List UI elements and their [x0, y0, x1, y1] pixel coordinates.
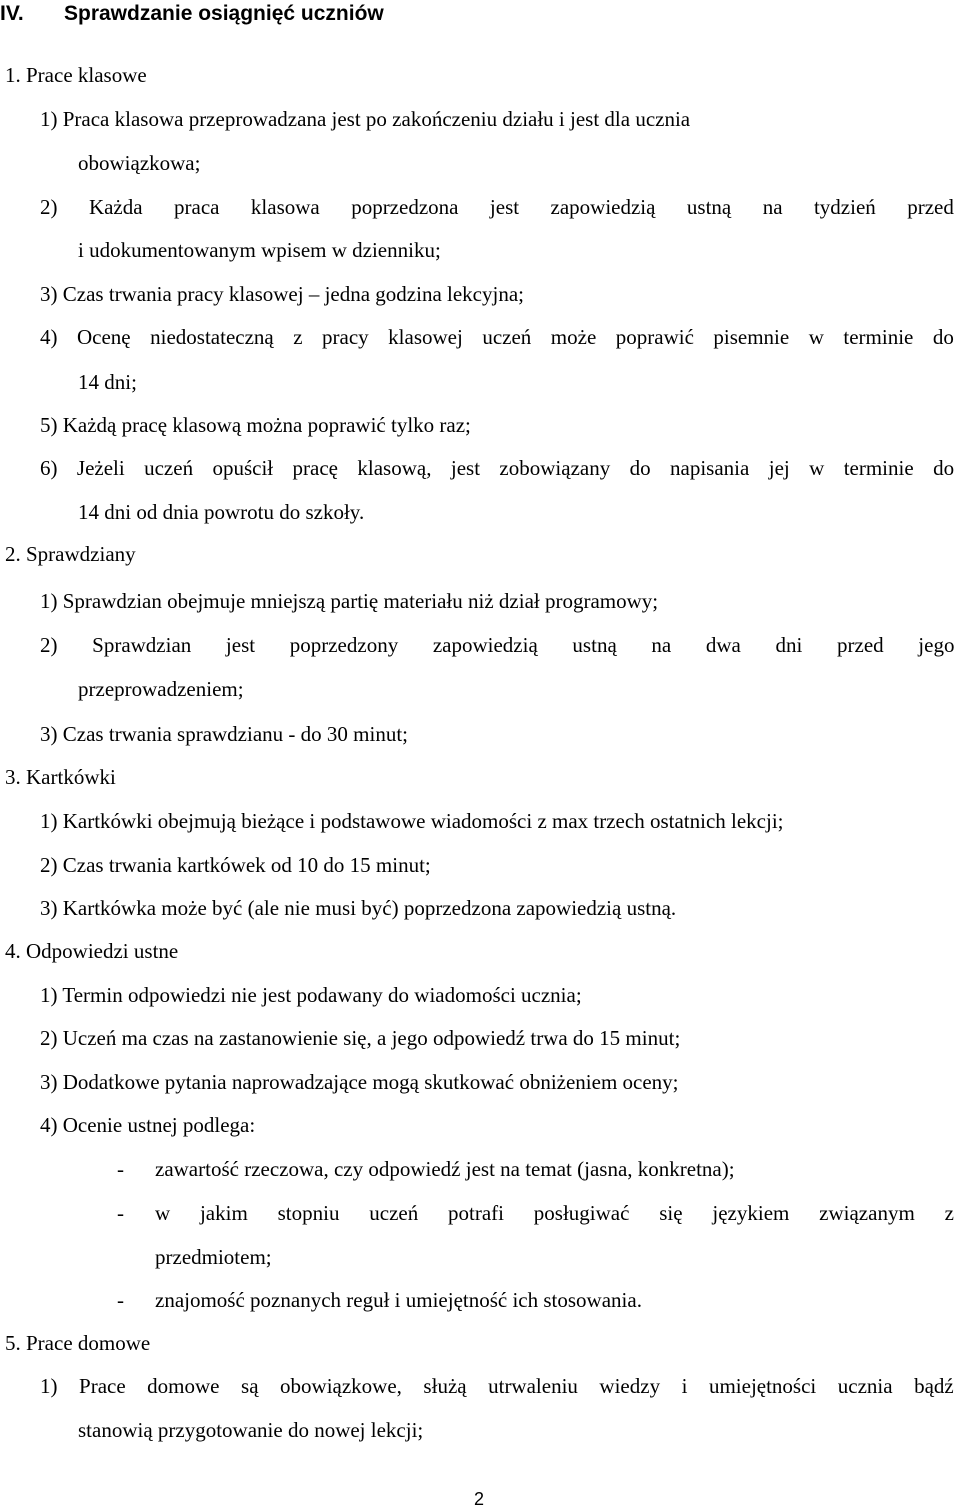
s4-dash-item2-line2: przedmiotem;: [155, 1245, 272, 1269]
s3-title: 3. Kartkówki: [5, 765, 116, 789]
s1-item3: 3) Czas trwania pracy klasowej – jedna godzina lekcyjna;: [40, 282, 524, 306]
s5-item1-line1: 1) Prace domowe są obowiązkowe, służą utrwaleniu wiedzy i umiejętności ucznia bądź: [40, 1374, 954, 1398]
s4-item1: 1) Termin odpowiedzi nie jest podawany do wiadomości ucznia;: [40, 983, 582, 1007]
s3-item2: 2) Czas trwania kartkówek od 10 do 15 minut;: [40, 853, 431, 877]
s1-item1-line1: [40, 109, 954, 130]
s2-item3: 3) Czas trwania sprawdzianu - do 30 minut;: [40, 722, 408, 746]
s2-item1: 1) Sprawdzian obejmuje mniejszą partię materiału niż dział programowy;: [40, 589, 659, 613]
s1-item4-line1: 4) Ocenę niedostateczną z pracy klasowej uczeń może poprawić pisemnie w terminie do: [40, 325, 954, 349]
s3-item1: 1) Kartkówki obejmują bieżące i podstawowe wiadomości z max trzech ostatnich lekcji;: [40, 809, 784, 833]
s4-dash-item3: znajomość poznanych reguł i umiejętność ich stosowania.: [155, 1288, 642, 1312]
s4-item4: 4) Ocenie ustnej podlega:: [40, 1113, 256, 1137]
s4-item3: 3) Dodatkowe pytania naprowadzające mogą skutkować obniżeniem oceny;: [40, 1070, 679, 1094]
section-title: Sprawdzanie osiągnięć uczniów: [64, 2, 384, 25]
s5-item1-line2: stanowią przygotowanie do nowej lekcji;: [78, 1418, 424, 1442]
s1-item1-text: 1) Praca klasowa przeprowadzana jest po zakończeniu działu i jest dla ucznia: [40, 107, 691, 131]
s4-dash-item2-line1: w jakim stopniu uczeń potrafi posługiwać się językiem związanym z: [155, 1201, 954, 1225]
s1-item2-line2: i udokumentowanym wpisem w dzienniku;: [78, 238, 441, 262]
s4-dash-item1: zawartość rzeczowa, czy odpowiedź jest na temat (jasna, konkretna);: [155, 1157, 735, 1181]
s4-item2: 2) Uczeń ma czas na zastanowienie się, a jego odpowiedź trwa do 15 minut;: [40, 1026, 681, 1050]
s4-dash3: -: [117, 1288, 124, 1312]
s5-title: 5. Prace domowe: [5, 1331, 151, 1355]
s3-item3: 3) Kartkówka może być (ale nie musi być) poprzedzona zapowiedzią ustną.: [40, 896, 677, 920]
s1-item2-line1: 2) Każda praca klasowa poprzedzona jest zapowiedzią ustną na tydzień przed: [40, 195, 954, 219]
s1-item1-line2: obowiązkowa;: [78, 151, 201, 175]
s2-title: 2. Sprawdziany: [5, 542, 136, 566]
section-number: IV.: [0, 2, 24, 25]
s4-dash1: -: [117, 1157, 124, 1181]
s1-item4-line2: 14 dni;: [78, 370, 137, 394]
s1-title: 1. Prace klasowe: [5, 63, 147, 87]
s4-title: 4. Odpowiedzi ustne: [5, 939, 179, 963]
s2-item2-line2: przeprowadzeniem;: [78, 677, 244, 701]
page-number: 2: [474, 1489, 485, 1509]
s1-item6-line2: 14 dni od dnia powrotu do szkoły.: [78, 500, 365, 524]
s1-item6-line1: 6) Jeżeli uczeń opuścił pracę klasową, jest zobowiązany do napisania jej w terminie do: [40, 456, 955, 480]
s2-item2-line1: 2) Sprawdzian jest poprzedzony zapowiedzią ustną na dwa dni przed jego: [40, 633, 955, 657]
s4-dash2: -: [117, 1201, 124, 1225]
section-heading: [0, 3, 24, 24]
s1-item5: 5) Każdą pracę klasową można poprawić tylko raz;: [40, 413, 471, 437]
